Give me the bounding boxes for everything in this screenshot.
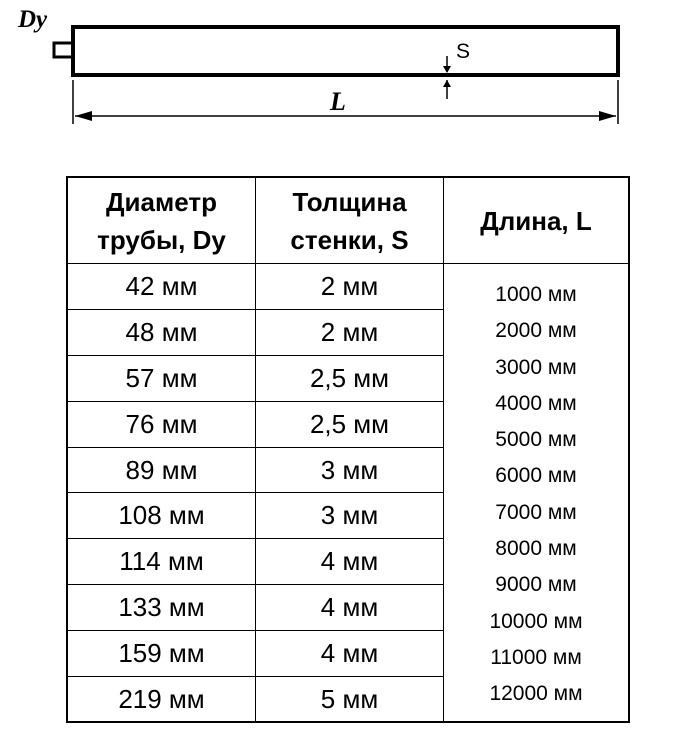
cell-wall: 2,5 мм — [256, 356, 444, 402]
pipe-drawing — [0, 0, 681, 140]
length-label: L — [330, 87, 346, 116]
cell-diameter: 57 мм — [68, 356, 256, 402]
length-option: 9000 мм — [495, 573, 577, 597]
cell-diameter: 114 мм — [68, 539, 256, 585]
header-diameter-line2: трубы, Dy — [97, 224, 226, 255]
cell-wall: 3 мм — [256, 448, 444, 494]
cell-wall: 5 мм — [256, 677, 444, 723]
length-option: 5000 мм — [495, 428, 577, 452]
cell-wall: 2 мм — [256, 310, 444, 356]
length-option: 7000 мм — [495, 500, 577, 524]
cell-diameter: 48 мм — [68, 310, 256, 356]
cell-wall: 2,5 мм — [256, 402, 444, 448]
length-option: 1000 мм — [495, 283, 577, 306]
length-arrowhead-left — [75, 111, 92, 121]
wall-arrowhead-top — [443, 66, 451, 73]
header-length: Длина, L — [444, 178, 628, 264]
pipe-body — [73, 27, 618, 75]
cell-wall: 4 мм — [256, 539, 444, 585]
pipe-spec-table — [66, 176, 630, 723]
cell-wall: 3 мм — [256, 493, 444, 539]
length-option: 6000 мм — [495, 464, 577, 488]
length-option: 4000 мм — [495, 391, 577, 415]
length-option: 2000 мм — [495, 319, 577, 343]
length-options-cell — [444, 264, 628, 723]
header-wall-line2: стенки, S — [290, 224, 409, 255]
wall-thickness-label: S — [456, 40, 471, 63]
cell-wall: 4 мм — [256, 585, 444, 631]
cell-diameter: 42 мм — [68, 264, 256, 310]
length-arrowhead-right — [599, 111, 616, 121]
wall-arrowhead-bottom — [443, 80, 451, 87]
cell-diameter: 219 мм — [68, 677, 256, 723]
header-wall-line1: Толщина — [292, 186, 407, 217]
length-option: 12000 мм — [489, 682, 583, 706]
cell-diameter: 89 мм — [68, 448, 256, 494]
header-diameter-line1: Диаметр — [106, 186, 217, 217]
length-option: 8000 мм — [495, 537, 577, 561]
cell-diameter: 159 мм — [68, 631, 256, 677]
cell-wall: 4 мм — [256, 631, 444, 677]
cell-diameter: 76 мм — [68, 402, 256, 448]
length-option: 3000 мм — [495, 355, 577, 379]
pipe-end-stub — [54, 43, 73, 57]
diameter-label: Dy — [18, 6, 48, 33]
header-wall — [256, 178, 444, 264]
header-diameter — [68, 178, 256, 264]
cell-diameter: 133 мм — [68, 585, 256, 631]
length-option: 10000 мм — [489, 609, 583, 633]
length-option: 11000 мм — [490, 645, 582, 669]
cell-diameter: 108 мм — [68, 493, 256, 539]
pipe-schematic — [0, 0, 681, 140]
cell-wall: 2 мм — [256, 264, 444, 310]
